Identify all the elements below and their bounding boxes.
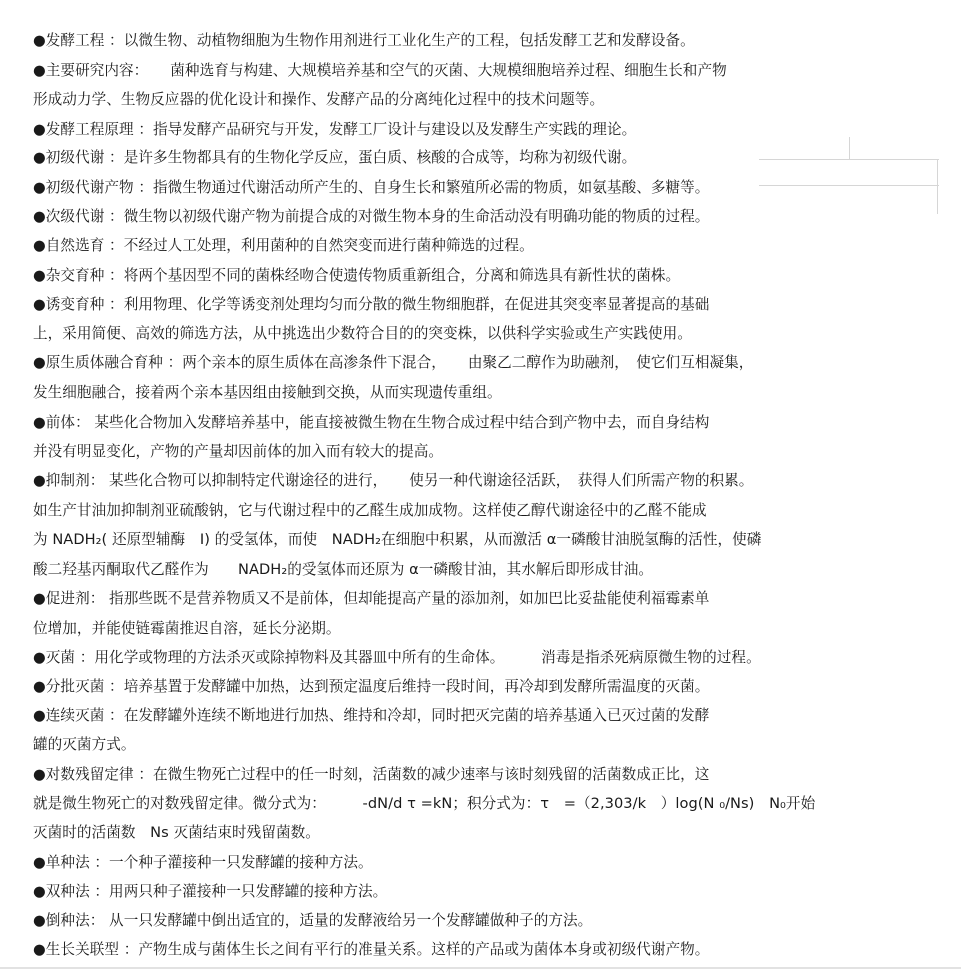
text-line: 发生细胞融合，接着两个亲本基因组由接触到交换，从而实现遗传重组。 [33,384,502,401]
text-line: ●生长关联型 ：产物生成与菌体生长之间有平行的准量关系。这样的产品或为菌体本身或初级代谢产物。 [33,941,710,958]
text-line: ●初级代谢产物 ：指微生物通过代谢活动所产生的、自身生长和繁殖所必需的物质，如氨基酸、多糖等。 [33,179,710,196]
text-line: 就是微生物死亡的对数残留定律。微分式为： -dN/d τ =kN；积分式为：τ =（2,303/k ）log(N ₀/Ns) N₀开始 [33,795,816,812]
text-line: ●倒种法： 从一只发酵罐中倒出适宜的，适量的发酵液给另一个发酵罐做种子的方法。 [33,912,593,929]
text-line: 酸二羟基丙酮取代乙醛作为 NADH₂的受氢体而还原为 α一磷酸甘油，其水解后即形成甘油。 [33,561,654,578]
text-line: ●初级代谢 ：是许多生物都具有的生物化学反应，蛋白质、核酸的合成等，均称为初级代谢。 [33,149,637,166]
text-line: ●自然选育 ：不经过人工处理，利用菌种的自然突变而进行菌种筛选的过程。 [33,237,534,254]
text-line: ●次级代谢 ：微生物以初级代谢产物为前提合成的对微生物本身的生命活动没有明确功能的物质的过程。 [33,208,710,225]
text-line: ●发酵工程 ：以微生物、动植物细胞为生物作用剂进行工业化生产的工程，包括发酵工艺和发酵设备。 [33,32,695,49]
text-line: ●主要研究内容： 菌种选育与构建、大规模培养基和空气的灭菌、大规模细胞培养过程、细胞生长和产物 [33,62,727,79]
text-line: 形成动力学、生物反应器的优化设计和操作、发酵产品的分离纯化过程中的技术问题等。 [33,91,605,108]
text-line: ●诱变育种 ：利用物理、化学等诱变剂处理均匀而分散的微生物细胞群，在促进其突变率显著提高的基础 [33,296,710,313]
text-line: 并没有明显变化，产物的产量却因前体的加入而有较大的提高。 [33,443,444,460]
text-line: ●抑制剂： 某些化合物可以抑制特定代谢途径的进行， 使另一种代谢途径活跃， 获得人们所需产物的积累。 [33,472,754,489]
text-line: ●单种法 ：一个种子灌接种一只发酵罐的接种方法。 [33,854,373,871]
text-line: ●分批灭菌 ：培养基置于发酵罐中加热，达到预定温度后维持一段时间，再冷却到发酵所需温度的灭菌。 [33,678,710,695]
page-bottom-divider [0,967,961,969]
text-line: ●灭菌 ：用化学或物理的方法杀灭或除掉物料及其器皿中所有的生命体。 消毒是指杀死病原微生物的过程。 [33,649,761,666]
text-line: 灭菌时的活菌数 Ns 灭菌结束时残留菌数。 [33,824,320,841]
text-line: 位增加，并能使链霉菌推迟自溶，延长分泌期。 [33,620,341,637]
text-line: ●发酵工程原理 ：指导发酵产品研究与开发，发酵工厂设计与建设以及发酵生产实践的理论。 [33,121,637,138]
text-line: ●双种法 ：用两只种子灌接种一只发酵罐的接种方法。 [33,883,388,900]
text-line: ●前体： 某些化合物加入发酵培养基中，能直接被微生物在生物合成过程中结合到产物中去，而自身结构 [33,414,710,431]
text-line: ●促进剂： 指那些既不是营养物质又不是前体，但却能提高产量的添加剂，如加巴比妥盐能使利福霉素单 [33,590,710,607]
text-line: ●连续灭菌 ：在发酵罐外连续不断地进行加热、维持和冷却，同时把灭完菌的培养基通入已灭过菌的发酵 [33,707,710,724]
text-line: 上，采用简便、高效的筛选方法，从中挑选出少数符合目的的突变株，以供科学实验或生产实践使用。 [33,325,692,342]
text-line: ●原生质体融合育种 ：两个亲本的原生质体在高渗条件下混合， 由聚乙二醇作为助融剂， 使它们互相凝集， [33,354,754,371]
text-line: ●杂交育种 ：将两个基因型不同的菌株经吻合使遗传物质重新组合，分离和筛选具有新性状的菌株。 [33,267,681,284]
text-line: 如生产甘油加抑制剂亚硫酸钠，它与代谢过程中的乙醛生成加成物。这样使乙醇代谢途径中的乙醛不能成 [33,502,707,519]
text-line: 罐的灭菌方式。 [33,736,136,753]
text-line: ●对数残留定律 ：在微生物死亡过程中的任一时刻，活菌数的减少速率与该时刻残留的活菌数成正比，这 [33,766,710,783]
text-line: 为 NADH₂( 还原型辅酶 I) 的受氢体，而使 NADH₂在细胞中积累，从而激活 α一磷酸甘油脱氢酶的活性，使磷 [33,531,762,548]
